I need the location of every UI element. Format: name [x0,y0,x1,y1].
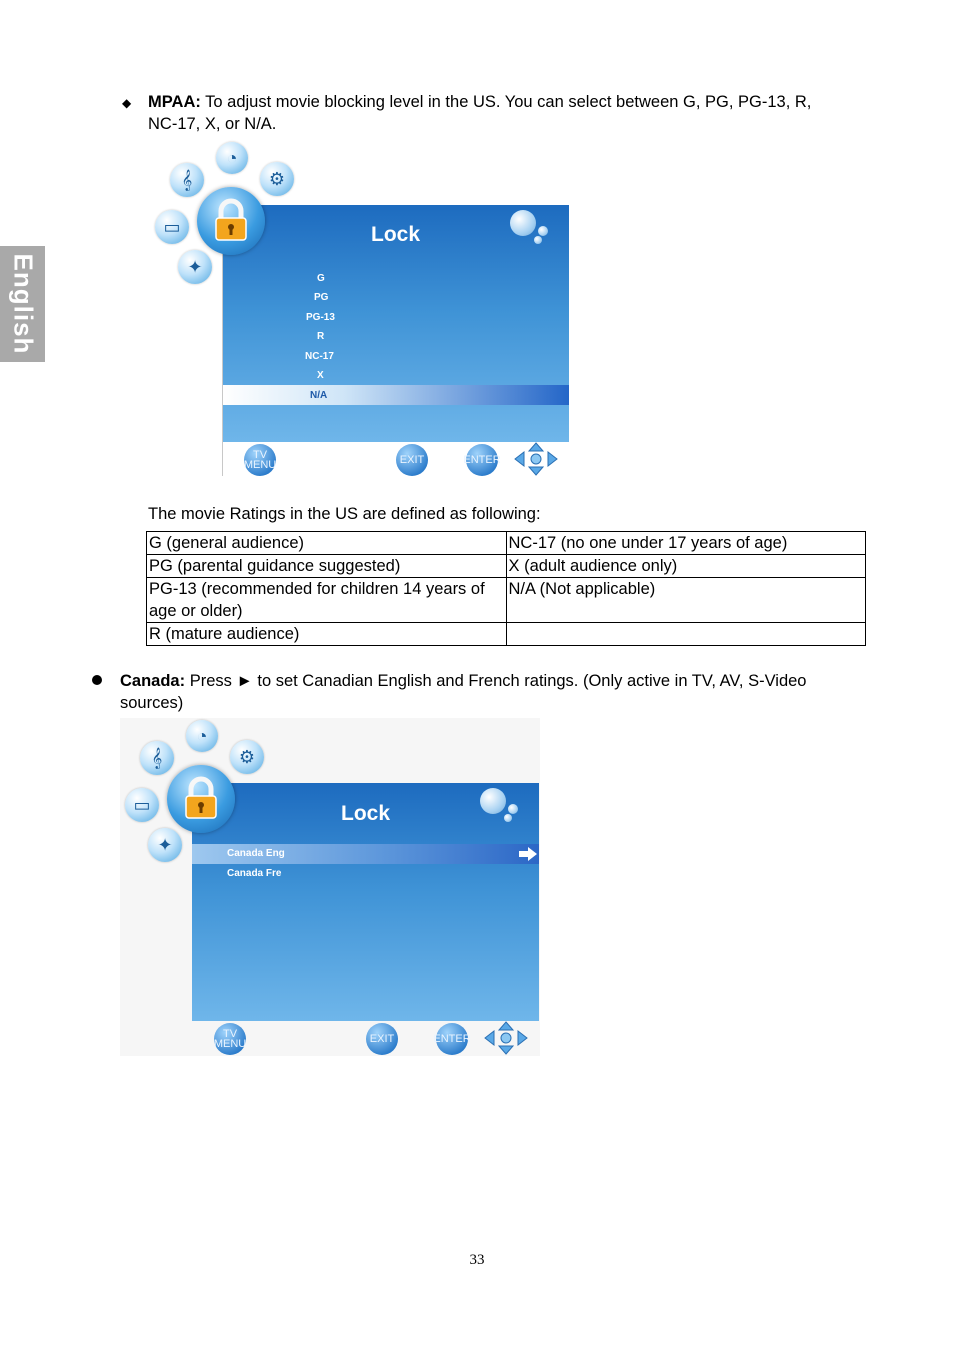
enter-button[interactable]: ENTER [466,444,498,476]
navigation-arrows-icon[interactable] [484,1021,528,1055]
rating-item[interactable]: PG-13 [306,312,335,323]
tv-menu-label-bottom: MENU [243,459,277,471]
ratings-intro: The movie Ratings in the US are defined as following: [148,505,541,523]
page-number: 33 [469,1252,485,1268]
bubble-decoration-icon [510,210,536,236]
rating-item[interactable]: G [317,273,325,284]
lock-menu-screenshot-canada [120,718,540,1056]
lock-title: Lock [341,802,391,825]
tv-menu-label-top: TV [252,449,268,461]
table-cell: G (general audience) [147,532,507,555]
navigation-arrows-icon[interactable] [514,442,558,476]
table-cell: PG (parental guidance suggested) [147,555,507,578]
canada-text-line1: Press ► to set Canadian English and French ratings. (Only active in TV, AV, S-Video [185,672,807,690]
tv-menu-button[interactable] [214,1023,246,1055]
picture-icon[interactable]: ▭ [155,210,189,244]
selected-item-highlight [223,385,569,405]
clock-icon[interactable]: ◔ [216,142,248,174]
table-row [147,623,866,646]
bubble-decoration-icon [504,814,512,822]
music-icon[interactable]: 𝄞 [170,163,204,197]
satellite-icon[interactable]: ✦ [148,828,182,862]
table-cell: R (mature audience) [147,623,507,646]
tv-menu-label-top: TV [222,1028,238,1040]
lock-icon[interactable] [197,187,265,255]
table-cell: N/A (Not applicable) [506,578,866,623]
music-icon[interactable]: 𝄞 [140,741,174,775]
canada-term: Canada: [120,672,186,690]
canada-paragraph [120,670,806,714]
table-cell [506,623,866,646]
picture-icon[interactable]: ▭ [125,788,159,822]
exit-button[interactable]: EXIT [396,444,428,476]
tv-menu-button[interactable] [244,444,276,476]
language-tab-label: English [8,253,38,355]
table-row [147,555,866,578]
lock-icon[interactable] [167,765,235,833]
bubble-decoration-icon [534,236,542,244]
mpaa-term: MPAA: [148,93,201,111]
mpaa-paragraph [148,91,811,135]
canada-text-line2: sources) [120,694,184,712]
gear-icon[interactable]: ⚙ [230,740,264,774]
canada-item-selected[interactable]: Canada Eng [227,848,285,859]
rating-item[interactable]: NC-17 [305,351,334,362]
table-row [147,578,866,623]
exit-button[interactable]: EXIT [366,1023,398,1055]
bubble-decoration-icon [538,226,548,236]
ratings-table [146,531,866,646]
canada-item[interactable]: Canada Fre [227,868,282,879]
lock-menu-screenshot-mpaa [150,140,570,478]
rating-item-selected[interactable]: N/A [310,390,328,401]
lock-title: Lock [371,223,421,246]
clock-icon[interactable]: ◔ [186,720,218,752]
enter-button[interactable]: ENTER [436,1023,468,1055]
mpaa-text-line1: To adjust movie blocking level in the US. You can select between G, PG, PG-13, R, [200,93,812,111]
bubble-decoration-icon [508,804,518,814]
bubble-decoration-icon [480,788,506,814]
mpaa-text-line2: NC-17, X, or N/A. [148,115,277,133]
tv-menu-label-bottom: MENU [213,1038,247,1050]
diamond-bullet-icon: ◆ [122,96,132,110]
table-cell: PG-13 (recommended for children 14 years of age or older) [147,578,507,623]
gear-icon[interactable]: ⚙ [260,162,294,196]
table-cell: X (adult audience only) [506,555,866,578]
rating-item[interactable]: R [317,331,325,342]
language-side-tab [0,246,45,362]
satellite-icon[interactable]: ✦ [178,250,212,284]
table-row [147,532,866,555]
round-bullet-icon [92,675,102,685]
rating-item[interactable]: X [317,370,324,381]
arrow-right-icon[interactable] [519,847,537,861]
rating-item[interactable]: PG [314,292,329,303]
table-cell: NC-17 (no one under 17 years of age) [506,532,866,555]
